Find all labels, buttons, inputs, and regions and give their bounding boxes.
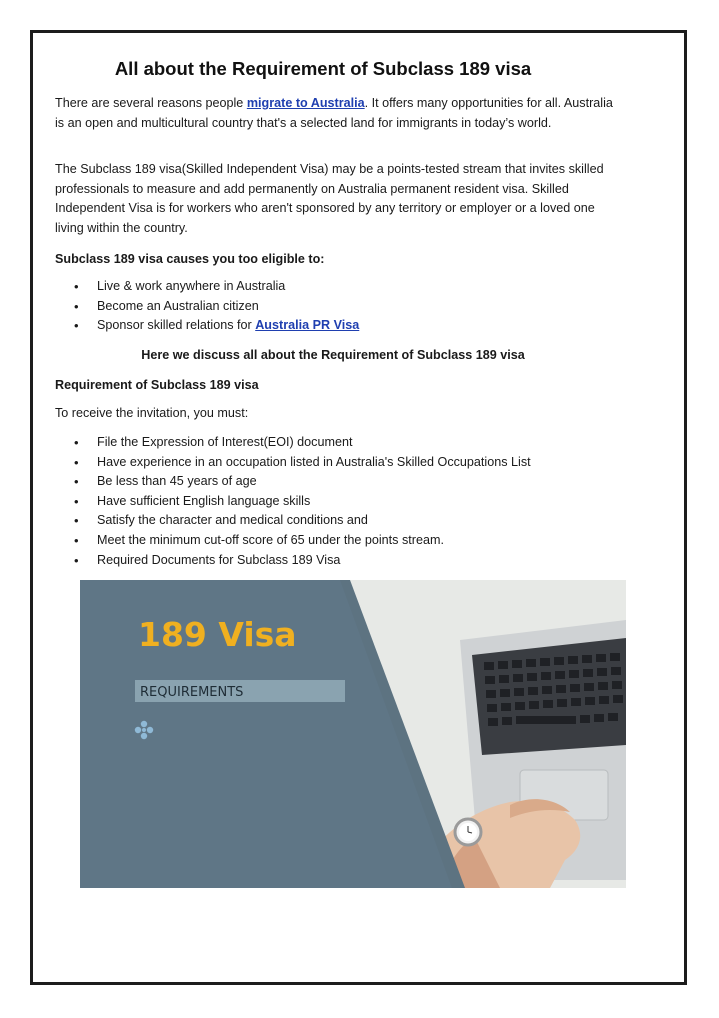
- intro-paragraph: [55, 94, 615, 133]
- eligible-heading: Subclass 189 visa causes you too eligible to:: [55, 252, 325, 266]
- list-item: • Meet the minimum cut-off score of 65 under the points stream.: [55, 531, 635, 551]
- invitation-text: To receive the invitation, you must:: [55, 406, 249, 420]
- intro-text-after: . It offers many opportunities for all. Australia is an open and multicultural country that's a selected land for immigrants in today’s world.: [55, 96, 613, 130]
- requirements-list: [55, 433, 635, 570]
- list-item: • File the Expression of Interest(EOI) document: [55, 433, 635, 453]
- image-title: 189 Visa: [138, 615, 297, 654]
- visa-requirements-image: [80, 580, 626, 888]
- page-title: All about the Requirement of Subclass 189 visa: [114, 58, 532, 79]
- migrate-link[interactable]: migrate to Australia: [246, 96, 365, 110]
- eligible-list: [55, 277, 615, 336]
- visa-description-paragraph: The Subclass 189 visa(Skilled Independent Visa) may be a points-tested stream that invites skilled professionals to measure and add permanently on Australia permanent resident visa. Skilled Independent Visa is for workers who aren't sponsored by any territory or employer or a loved one living within the country.: [55, 162, 604, 235]
- requirement-heading: Requirement of Subclass 189 visa: [55, 378, 259, 392]
- australia-pr-visa-link[interactable]: Australia PR Visa: [255, 318, 360, 333]
- list-item: • Be less than 45 years of age: [55, 472, 635, 492]
- list-item: • Have sufficient English language skills: [55, 492, 635, 512]
- list-item: • Have experience in an occupation listed in Australia's Skilled Occupations List: [55, 453, 635, 473]
- list-item: • Become an Australian citizen: [55, 297, 615, 317]
- discuss-heading: Here we discuss all about the Requirement of Subclass 189 visa: [141, 348, 525, 362]
- list-item: [55, 316, 615, 336]
- intro-text-before: There are several reasons people: [55, 96, 247, 110]
- list-item: • Satisfy the character and medical conditions and: [55, 511, 635, 531]
- list-item-text: Sponsor skilled relations for: [97, 318, 256, 333]
- list-item: • Required Documents for Subclass 189 Visa: [55, 551, 635, 571]
- image-subtitle: REQUIREMENTS: [140, 685, 244, 700]
- list-item: • Live & work anywhere in Australia: [55, 277, 615, 297]
